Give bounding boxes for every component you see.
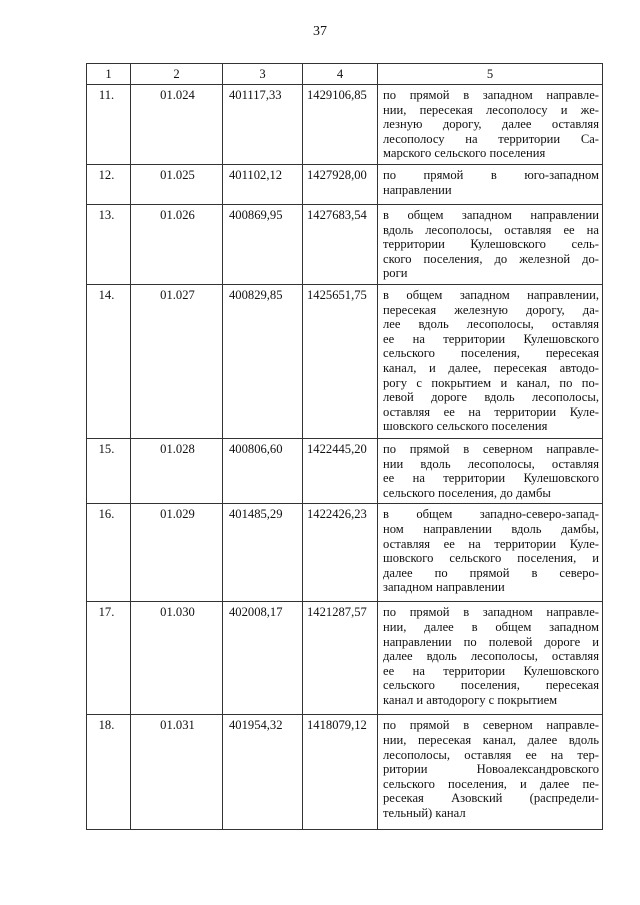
header-cell-5: 5 xyxy=(378,64,603,85)
description-line: сельского поселения, пересекая xyxy=(383,346,599,361)
page-number: 37 xyxy=(313,24,327,39)
boundary-description xyxy=(378,165,603,205)
description-line: тельный) канал xyxy=(383,805,466,820)
boundary-description xyxy=(378,504,603,602)
description-line: левой дороге вдоль лесополосы, xyxy=(383,390,599,405)
row-number: 11. xyxy=(87,85,131,165)
coordinate-x: 402008,17 xyxy=(223,602,303,715)
description-line: по прямой в северном направле- xyxy=(383,442,599,456)
coordinate-y: 1425651,75 xyxy=(303,285,378,439)
description-line: по прямой в западном направле- xyxy=(383,605,599,620)
boundary-table xyxy=(86,63,603,830)
description-line: марского сельского поселения xyxy=(383,146,546,161)
table-row xyxy=(87,285,603,439)
description-line: канал и автодорогу с покрытием xyxy=(383,692,558,707)
description-line: в общем западно-северо-запад- xyxy=(383,507,599,522)
description-line: лезную дорогу, далее оставляя xyxy=(383,117,599,132)
table-row xyxy=(87,715,603,830)
description-line: нии, пересекая лесополосу и же- xyxy=(383,102,599,117)
description-line: ритории Новоалександровского xyxy=(383,762,599,777)
coordinate-y: 1421287,57 xyxy=(303,602,378,715)
description-line: нии вдоль лесополосы, оставляя xyxy=(383,456,599,471)
point-code: 01.025 xyxy=(131,165,223,205)
header-cell-1: 1 xyxy=(87,64,131,85)
coordinate-y: 1429106,85 xyxy=(303,85,378,165)
description-line: шовского сельского поселения, и xyxy=(383,551,599,566)
description-line: по прямой в северном направле- xyxy=(383,718,599,733)
table-row xyxy=(87,205,603,285)
row-number: 14. xyxy=(87,285,131,439)
boundary-description xyxy=(378,205,603,285)
row-number: 15. xyxy=(87,439,131,504)
point-code: 01.031 xyxy=(131,715,223,830)
table-header-row xyxy=(87,64,603,85)
description-line: лесополосу на территории Са- xyxy=(383,131,599,146)
description-line: шовского сельского поселения xyxy=(383,419,548,434)
point-code: 01.026 xyxy=(131,205,223,285)
description-line: оставляя ее на территории Куле- xyxy=(383,404,599,419)
coordinate-y: 1422426,23 xyxy=(303,504,378,602)
description-line: рогу с покрытием и канал, по по- xyxy=(383,375,599,390)
row-number: 12. xyxy=(87,165,131,205)
coordinate-x: 401117,33 xyxy=(223,85,303,165)
header-cell-4: 4 xyxy=(303,64,378,85)
table-row xyxy=(87,165,603,205)
description-line: нии, далее в общем западном xyxy=(383,619,599,634)
description-line: лесополосы, оставляя ее на тер- xyxy=(383,747,599,762)
row-number: 18. xyxy=(87,715,131,830)
row-number: 13. xyxy=(87,205,131,285)
point-code: 01.030 xyxy=(131,602,223,715)
description-line: сельского поселения, до дамбы xyxy=(383,485,551,500)
point-code: 01.027 xyxy=(131,285,223,439)
description-line: канал, и далее, пересекая автодо- xyxy=(383,360,599,375)
description-line: ее на территории Кулешовского xyxy=(383,471,599,486)
coordinate-y: 1427928,00 xyxy=(303,165,378,205)
description-line: в общем западном направлении, xyxy=(383,288,599,302)
coordinate-x: 401954,32 xyxy=(223,715,303,830)
table-row xyxy=(87,504,603,602)
description-line: по прямой в западном направле- xyxy=(383,88,599,102)
description-line: нии, пересекая канал, далее вдоль xyxy=(383,732,599,747)
header-cell-3: 3 xyxy=(223,64,303,85)
description-line: сельского поселения, и далее пе- xyxy=(383,776,599,791)
description-line: оставляя ее на территории Куле- xyxy=(383,536,599,551)
row-number: 17. xyxy=(87,602,131,715)
coordinate-x: 401485,29 xyxy=(223,504,303,602)
description-line: далее по прямой в северо- xyxy=(383,565,599,580)
coordinate-x: 400829,85 xyxy=(223,285,303,439)
coordinate-x: 400869,95 xyxy=(223,205,303,285)
description-line: роги xyxy=(383,266,408,281)
description-line: вдоль лесополосы, оставляя ее на xyxy=(383,222,599,237)
description-line: по прямой в юго-западном xyxy=(383,168,599,182)
description-line: далее вдоль лесополосы, оставляя xyxy=(383,649,599,664)
coordinate-x: 400806,60 xyxy=(223,439,303,504)
description-line: сельского поселения, пересекая xyxy=(383,678,599,693)
table-row xyxy=(87,602,603,715)
coordinate-x: 401102,12 xyxy=(223,165,303,205)
point-code: 01.028 xyxy=(131,439,223,504)
boundary-description xyxy=(378,602,603,715)
description-line: ее на территории Кулешовского xyxy=(383,663,599,678)
boundary-description xyxy=(378,285,603,439)
point-code: 01.029 xyxy=(131,504,223,602)
description-line: ном направлении вдоль дамбы, xyxy=(383,521,599,536)
description-line: западном направлении xyxy=(383,580,505,595)
description-line: направлении по полевой дороге и xyxy=(383,634,599,649)
point-code: 01.024 xyxy=(131,85,223,165)
description-line: территории Кулешовского сель- xyxy=(383,237,599,252)
coordinate-y: 1422445,20 xyxy=(303,439,378,504)
description-line: ресекая Азовский (распредели- xyxy=(383,791,599,806)
description-line: лее вдоль лесополосы, оставляя xyxy=(383,317,599,332)
description-line: пересекая железную дорогу, да- xyxy=(383,302,599,317)
description-line: ее на территории Кулешовского xyxy=(383,331,599,346)
coordinate-y: 1427683,54 xyxy=(303,205,378,285)
boundary-description xyxy=(378,439,603,504)
description-line: ского поселения, до железной до- xyxy=(383,251,599,266)
description-line: направлении xyxy=(383,182,452,197)
row-number: 16. xyxy=(87,504,131,602)
boundary-description xyxy=(378,715,603,830)
table-row xyxy=(87,85,603,165)
description-line: в общем западном направлении xyxy=(383,208,599,222)
header-cell-2: 2 xyxy=(131,64,223,85)
boundary-description xyxy=(378,85,603,165)
coordinate-y: 1418079,12 xyxy=(303,715,378,830)
table-body xyxy=(87,64,603,830)
table-row xyxy=(87,439,603,504)
